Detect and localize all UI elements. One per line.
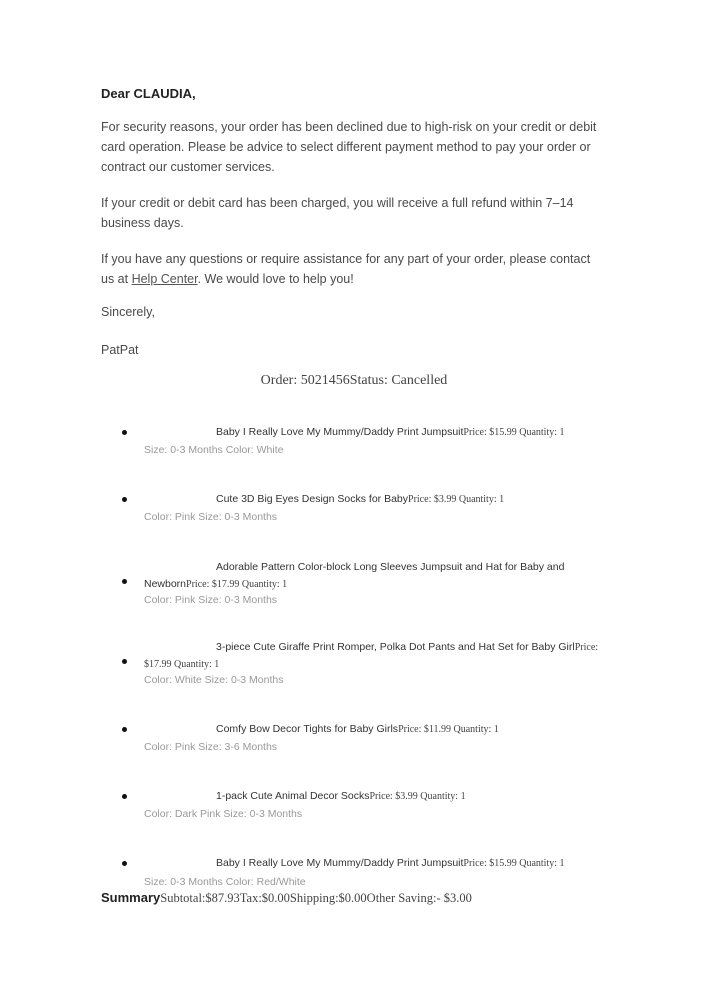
summary-label: Summary xyxy=(101,890,161,905)
help-center-link[interactable]: Help Center xyxy=(131,272,198,286)
item-attributes: Color: White Size: 0-3 Months xyxy=(144,674,284,686)
bullet-icon xyxy=(122,497,127,502)
decline-notice: For security reasons, your order has been declined due to high-risk on your credit or debit card operation. Please be advice to select different payment method to pay your order or contract our customer services. xyxy=(101,120,597,174)
bullet-icon xyxy=(122,579,127,584)
item-price: Price: $3.99 Quantity: 1 xyxy=(369,791,466,802)
item-name: Baby I Really Love My Mummy/Daddy Print Jumpsuit xyxy=(216,426,464,438)
item-attributes: Size: 0-3 Months Color: White xyxy=(144,444,284,456)
item-attributes: Color: Pink Size: 0-3 Months xyxy=(144,511,278,523)
help-paragraph xyxy=(101,249,606,289)
help-text-before: If you have any questions or require assistance for any part of your order, please contact us at xyxy=(101,252,591,286)
item-name: Cute 3D Big Eyes Design Socks for Baby xyxy=(216,493,409,505)
item-attributes: Color: Dark Pink Size: 0-3 Months xyxy=(144,808,303,820)
item-title xyxy=(144,491,606,508)
bullet-icon xyxy=(122,430,127,435)
item-name: 3-piece Cute Giraffe Print Romper, Polka Dot Pants and Hat Set for Baby Girl xyxy=(216,641,575,653)
item-title xyxy=(144,721,606,738)
bullet-icon xyxy=(122,659,127,664)
item-name: Adorable Pattern Color-block Long Sleeves Jumpsuit and Hat for Baby and Newborn xyxy=(144,561,565,590)
item-price: Price: $17.99 Quantity: 1 xyxy=(144,642,599,670)
item-attributes: Color: Pink Size: 3-6 Months xyxy=(144,741,278,753)
item-title xyxy=(144,788,606,805)
item-title xyxy=(144,639,606,673)
item-price: Price: $17.99 Quantity: 1 xyxy=(186,579,288,590)
bullet-icon xyxy=(122,727,127,732)
item-price: Price: $15.99 Quantity: 1 xyxy=(463,858,565,869)
item-name: 1-pack Cute Animal Decor Socks xyxy=(216,790,370,802)
item-price: Price: $15.99 Quantity: 1 xyxy=(463,427,565,438)
item-title xyxy=(144,855,606,872)
order-summary xyxy=(101,890,621,906)
item-name: Baby I Really Love My Mummy/Daddy Print Jumpsuit xyxy=(216,857,464,869)
order-heading: Order: 5021456Status: Cancelled xyxy=(260,373,448,388)
item-attributes: Color: Pink Size: 0-3 Months xyxy=(144,594,278,606)
help-text-after: . We would love to help you! xyxy=(197,272,354,286)
item-title xyxy=(144,559,606,593)
item-attributes: Size: 0-3 Months Color: Red/White xyxy=(144,876,306,888)
bullet-icon xyxy=(122,861,127,866)
bullet-icon xyxy=(122,794,127,799)
signature: PatPat xyxy=(101,343,139,357)
greeting: Dear CLAUDIA, xyxy=(101,86,196,101)
closing: Sincerely, xyxy=(101,305,155,319)
refund-notice: If your credit or debit card has been charged, you will receive a full refund within 7–14 business days. xyxy=(101,196,574,230)
item-price: Price: $11.99 Quantity: 1 xyxy=(398,724,499,735)
summary-details: Subtotal:$87.93Tax:$0.00Shipping:$0.00Other Saving:- $3.00 xyxy=(160,891,472,905)
item-title xyxy=(144,424,606,441)
item-name: Comfy Bow Decor Tights for Baby Girls xyxy=(216,723,399,735)
item-price: Price: $3.99 Quantity: 1 xyxy=(408,494,505,505)
